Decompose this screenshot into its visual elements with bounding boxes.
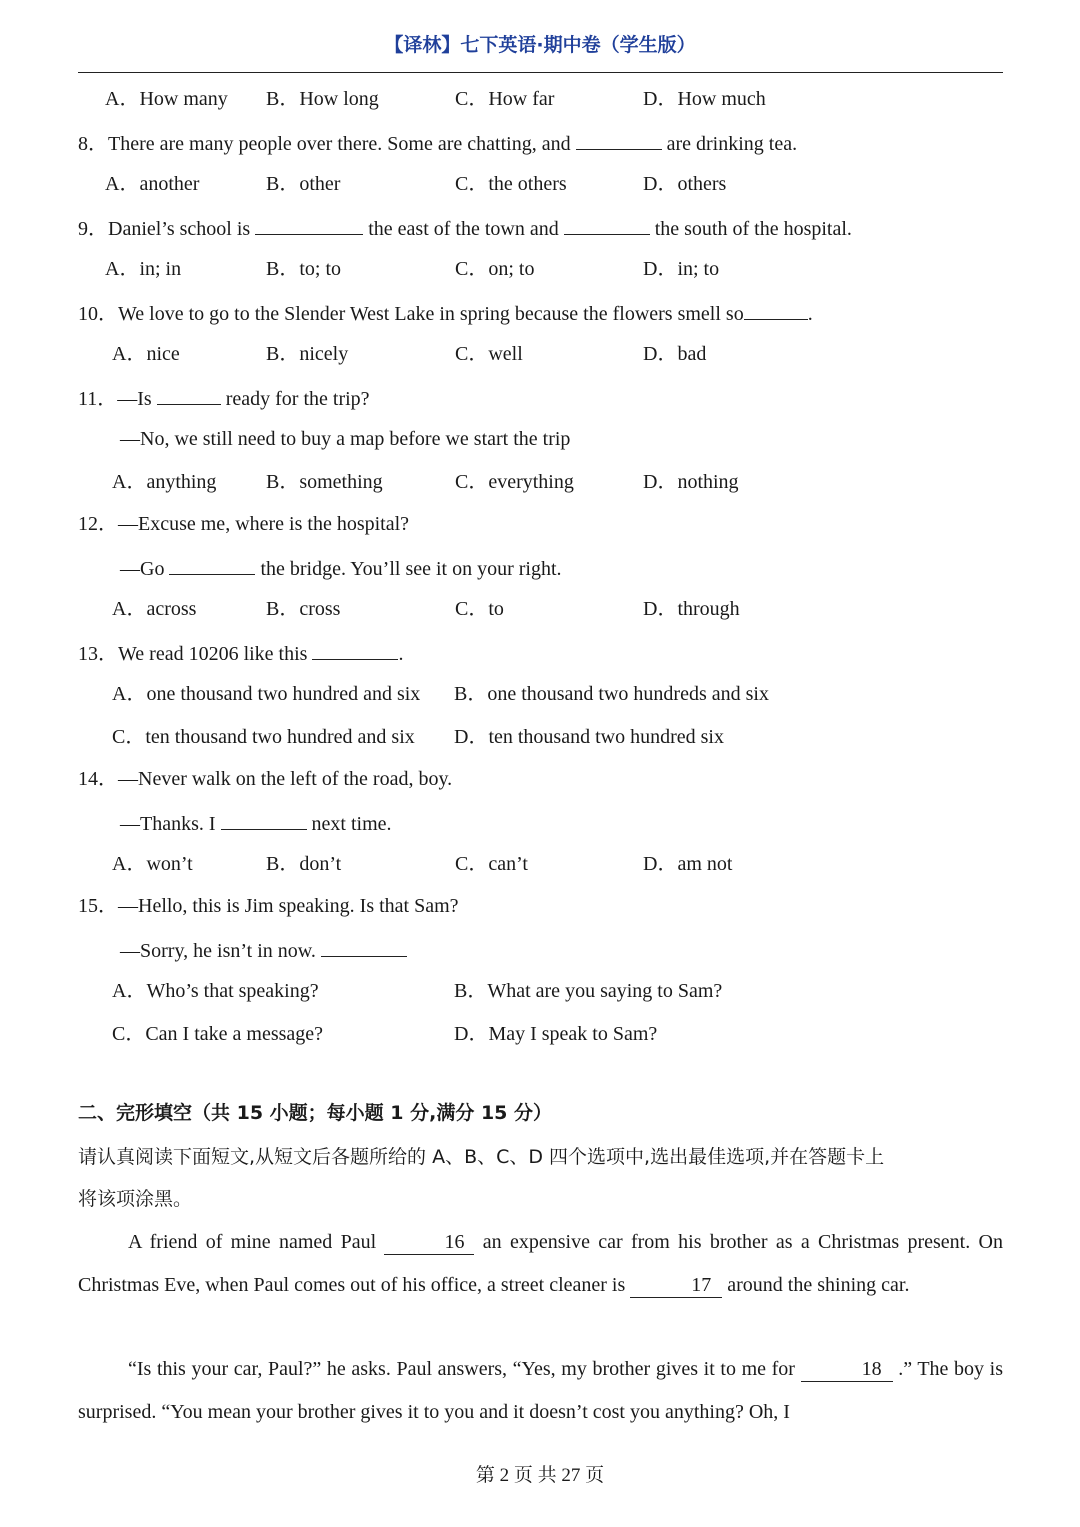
paragraph-text: an expensive car from his brother as a Christmas present. On Christmas Eve, when Paul comes out of his office, a street cleaner is bbox=[78, 1231, 1003, 1296]
option-a: A．across bbox=[112, 598, 197, 620]
answer-blank bbox=[169, 552, 255, 575]
stem-text: —Is bbox=[117, 388, 152, 410]
question-14-line-1 bbox=[78, 764, 452, 794]
option-a: A．another bbox=[105, 173, 200, 195]
option-b: B．to; to bbox=[266, 258, 342, 280]
stem-text: —Excuse me, where is the hospital? bbox=[118, 513, 410, 535]
option-b: B．cross bbox=[266, 598, 341, 620]
stem-text: the bridge. You’ll see it on your right. bbox=[260, 558, 562, 580]
answer-blank bbox=[576, 127, 662, 150]
stem-text: —Never walk on the left of the road, boy. bbox=[118, 768, 453, 790]
stem-text: the south of the hospital. bbox=[654, 218, 852, 240]
option-d: D．May I speak to Sam? bbox=[454, 1023, 658, 1045]
stem-text: . bbox=[807, 303, 813, 325]
option-c: C．ten thousand two hundred and six bbox=[112, 726, 415, 748]
document-header-title: 【译林】七下英语·期中卷（学生版） bbox=[384, 34, 696, 56]
question-9-stem bbox=[78, 212, 852, 242]
cloze-blank-17: 17 bbox=[630, 1273, 722, 1298]
question-14-line-2 bbox=[120, 807, 392, 837]
question-15-line-1 bbox=[78, 891, 459, 921]
answer-blank bbox=[157, 382, 221, 405]
option-a: A．won’t bbox=[112, 853, 193, 875]
stem-text: the east of the town and bbox=[368, 218, 559, 240]
question-number: 14． bbox=[78, 768, 118, 790]
question-12-line-1 bbox=[78, 509, 409, 539]
stem-text: Daniel’s school is bbox=[108, 218, 251, 240]
option-d: D．am not bbox=[643, 853, 733, 875]
option-c: C．Can I take a message? bbox=[112, 1023, 324, 1045]
option-d: D．through bbox=[643, 598, 740, 620]
section-2-instruction-line-2: 将该项涂黑。 bbox=[78, 1188, 193, 1210]
stem-text: —Hello, this is Jim speaking. Is that Sam? bbox=[118, 895, 459, 917]
question-number: 10． bbox=[78, 303, 118, 325]
option-d: D．ten thousand two hundred six bbox=[454, 726, 724, 748]
paragraph-text: “Is this your car, Paul?” he asks. Paul answers, “Yes, my brother gives it to me for bbox=[128, 1358, 795, 1380]
section-2-title: 二、完形填空（共 15 小题；每小题 1 分,满分 15 分） bbox=[78, 1102, 553, 1124]
question-number: 11． bbox=[78, 388, 118, 410]
question-10-stem bbox=[78, 297, 813, 327]
option-a: A．Who’s that speaking? bbox=[112, 980, 319, 1002]
option-b: B．What are you saying to Sam? bbox=[454, 980, 723, 1002]
stem-text: are drinking tea. bbox=[666, 133, 798, 155]
option-b: B．something bbox=[266, 471, 383, 493]
option-b: B．don’t bbox=[266, 853, 342, 875]
option-c: C．How far bbox=[455, 88, 555, 110]
paragraph-text: .” The boy is surprised. “You mean your brother gives it to you and it doesn’t cost you anything? Oh, I bbox=[78, 1358, 1004, 1423]
question-number: 12． bbox=[78, 513, 118, 535]
option-c: C．can’t bbox=[455, 853, 528, 875]
paragraph-text: A friend of mine named Paul bbox=[128, 1231, 377, 1253]
stem-text: There are many people over there. Some are chatting, and bbox=[108, 133, 571, 155]
option-a: A．in; in bbox=[105, 258, 182, 280]
stem-text: —No, we still need to buy a map before we start the trip bbox=[120, 428, 571, 450]
option-d: D．nothing bbox=[643, 471, 739, 493]
option-c: C．on; to bbox=[455, 258, 535, 280]
question-11-line-1 bbox=[78, 382, 370, 412]
stem-text: —Sorry, he isn’t in now. bbox=[120, 940, 316, 962]
option-d: D．How much bbox=[643, 88, 766, 110]
answer-blank bbox=[744, 297, 808, 320]
stem-text: We read 10206 like this bbox=[118, 643, 308, 665]
option-a: A．How many bbox=[105, 88, 228, 110]
stem-text: We love to go to the Slender West Lake in spring because the flowers smell so bbox=[118, 303, 744, 325]
page-footer: 第 2 页 共 27 页 bbox=[475, 1465, 605, 1486]
question-11-line-2 bbox=[120, 424, 570, 454]
option-a: A．one thousand two hundred and six bbox=[112, 683, 421, 705]
option-d: D．others bbox=[643, 173, 727, 195]
section-2-instruction-line-1: 请认真阅读下面短文,从短文后各题所给的 A、B、C、D 四个选项中,选出最佳选项,并在答题卡上 bbox=[78, 1146, 885, 1168]
cloze-paragraph-1 bbox=[78, 1221, 1003, 1306]
question-13-stem bbox=[78, 637, 403, 667]
option-c: C．well bbox=[455, 343, 523, 365]
cloze-paragraph-2 bbox=[78, 1348, 1003, 1433]
option-b: B．one thousand two hundreds and six bbox=[454, 683, 769, 705]
option-c: C．the others bbox=[455, 173, 567, 195]
stem-text: —Thanks. I bbox=[120, 813, 216, 835]
option-a: A．nice bbox=[112, 343, 180, 365]
option-d: D．bad bbox=[643, 343, 707, 365]
option-d: D．in; to bbox=[643, 258, 720, 280]
answer-blank bbox=[564, 212, 650, 235]
answer-blank bbox=[255, 212, 363, 235]
stem-text: . bbox=[398, 643, 404, 665]
header-divider bbox=[78, 72, 1003, 73]
option-c: C．everything bbox=[455, 471, 574, 493]
cloze-blank-16: 16 bbox=[384, 1230, 474, 1255]
question-number: 9． bbox=[78, 218, 108, 240]
option-b: B．nicely bbox=[266, 343, 349, 365]
question-8-stem bbox=[78, 127, 797, 157]
option-c: C．to bbox=[455, 598, 504, 620]
stem-text: next time. bbox=[311, 813, 392, 835]
stem-text: ready for the trip? bbox=[225, 388, 370, 410]
cloze-blank-18: 18 bbox=[801, 1357, 893, 1382]
question-15-line-2 bbox=[120, 934, 407, 964]
paragraph-text: around the shining car. bbox=[727, 1273, 910, 1296]
answer-blank bbox=[312, 637, 398, 660]
option-a: A．anything bbox=[112, 471, 217, 493]
question-12-line-2 bbox=[120, 552, 562, 582]
answer-blank bbox=[221, 807, 307, 830]
question-number: 8． bbox=[78, 133, 108, 155]
option-b: B．How long bbox=[266, 88, 379, 110]
option-b: B．other bbox=[266, 173, 341, 195]
question-number: 15． bbox=[78, 895, 118, 917]
question-number: 13． bbox=[78, 643, 118, 665]
answer-blank bbox=[321, 934, 407, 957]
stem-text: —Go bbox=[120, 558, 165, 580]
